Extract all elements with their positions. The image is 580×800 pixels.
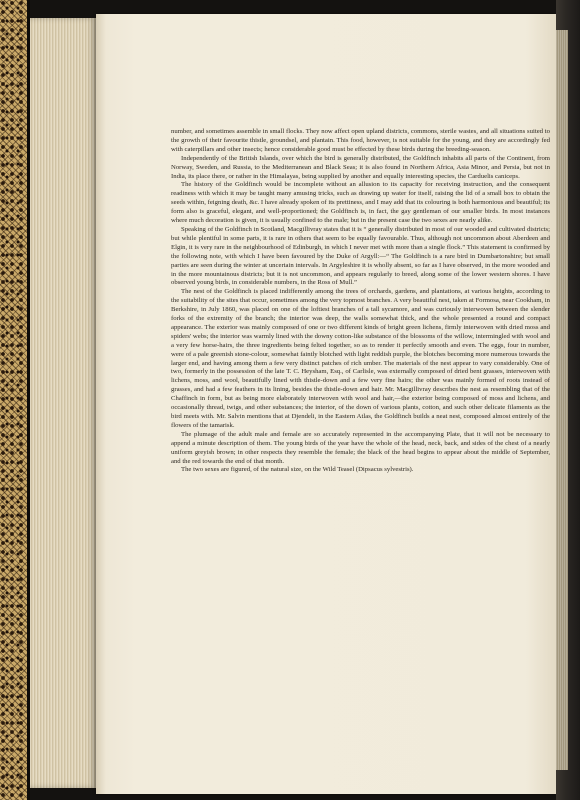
paragraph: The plumage of the adult male and female are so accurately represented in the accompanying Plate, that it will not be necessary to append a minute description of them. The young birds of the year have the whole of the head, neck, back, and sides of the chest of a nearly uniform greyish brown; in other respects they resemble the female; the black of the head begins to appear about the middle of September, and the red towards the end of that month. xyxy=(171,430,550,465)
page-edges xyxy=(30,18,96,788)
paragraph: The two sexes are figured, of the natural size, on the Wild Teasel (Dipsacus sylvestris). xyxy=(181,466,414,474)
paragraph: Independently of the British Islands, over which the bird is generally distributed, the Goldfinch inhabits all parts of the Continent, from Norway, Sweden, and Russia, to the Mediterranean and Black Seas; it is also found in Northern Africa, Asia Minor, and Persia, but not in India, its place there, or rather in the Himalayas, being supplied by another and equally interesting species, the Carduelis caniceps. xyxy=(171,154,550,180)
marbled-cover xyxy=(0,0,30,800)
paragraph: The nest of the Goldfinch is placed indifferently among the trees of orchards, gardens, and plantations, at various heights, according to the suitability of the sites that occur, sometimes among the very topmost branches. A very beautiful nest, taken at Formosa, near Cookham, in Berkshire, in July 1860, was placed on one of the loftiest branches of a tall sycamore, and was curiously interwoven between the slender forks of the extremity of the branch; the interior was deep, the walls somewhat thick, and the whole presented a round and compact appearance. The exterior was mainly composed of one or two different kinds of bright green lichens, firmly interwoven with dried moss and spiders' webs; the interior was warmly lined with the downy cotton-like substance of the blossoms of the willow, intermingled with wool and a very few horse-hairs, the three ingredients being felted together, so as to render it perfectly smooth and even. The eggs, four in number, were of a pale greenish stone-colour, somewhat faintly blotched with light reddish purple, the blotches becoming more numerous towards the larger end, and having among them a few very distinct patches of rich umber. The materials of the nest appear to vary considerably. One of two, formerly in the possession of the late T. C. Heysham, Esq., of Carlisle, was externally composed of dried bent grasses, interwoven with lichens, moss, and wool, beautifully lined with thistle-down and a few very fine hairs; the other was mainly formed of roots instead of grasses, and had a few feathers in its lining, besides the thistle-down and hair. Mr. Macgillivray describes the nest as resembling that of the Chaffinch in form, but as being more elaborately interwoven with wool and hair,—the exterior being composed of moss and lichens, and occasionally thread, twigs, and other substances; the interior, of the down of various plants, cotton, and such other delicate filaments as the bird meets with. Mr. Salvin mentions that at Djendeli, in the Eastern Atlas, the Goldfinch builds a neat nest, composed almost entirely of the flowers of the tamarisk. xyxy=(171,288,550,429)
paragraph: Speaking of the Goldfinch in Scotland, Macgillivray states that it is “ generally distributed in most of our wooded and cultivated districts; but while plentiful in some parts, it is rare in others that seem to be equally favourable. Thus, although not uncommon about Aberdeen and Elgin, it is very rare in the neighbourhood of Edinburgh, in which I never met with more than a single flock.” This statement is confirmed by the following note, with which I have been favoured by the Duke of Argyll:—“ The Goldfinch is a rare bird in Dumbartonshire; but small parties are seen during the winter at uncertain intervals. In Argyleshire it is wholly absent, so far as I have observed, in the more wooded and in the more mountainous districts; but it is not uncommon, and appears regularly to breed, along some of the lower western shores. I have observed young birds, in considerable numbers, in the Ross of Mull.” xyxy=(171,225,550,287)
paragraph: number, and sometimes assemble in small flocks. They now affect open upland districts, commons, sterile wastes, and all situations suited to the growth of their favourite thistle, groundsel, and plantain. This food, however, is not suitable for the young, and they are accordingly fed with caterpillars and other insects; hence considerable good must be effected by these birds during the breeding-season. xyxy=(171,128,550,153)
page-body-text xyxy=(171,128,550,475)
page-edges-right xyxy=(556,30,568,770)
paragraph: The history of the Goldfinch would be incomplete without an allusion to its capacity for receiving instruction, and the consequent readiness with which it may be taught many amusing tricks, such as drawing up water for itself, raising the lid of a small box to obtain the seeds within, feigning death, &c. I have already spoken of its prettiness, and I may add that its colouring is both harmonious and beautiful; its form also is graceful, elegant, and well-proportioned; the Goldfinch is, in fact, the gay gentleman of our smaller birds. In most instances where much decoration is given, it is usually confined to the male; but in the present case the two sexes are nearly alike. xyxy=(171,181,550,225)
